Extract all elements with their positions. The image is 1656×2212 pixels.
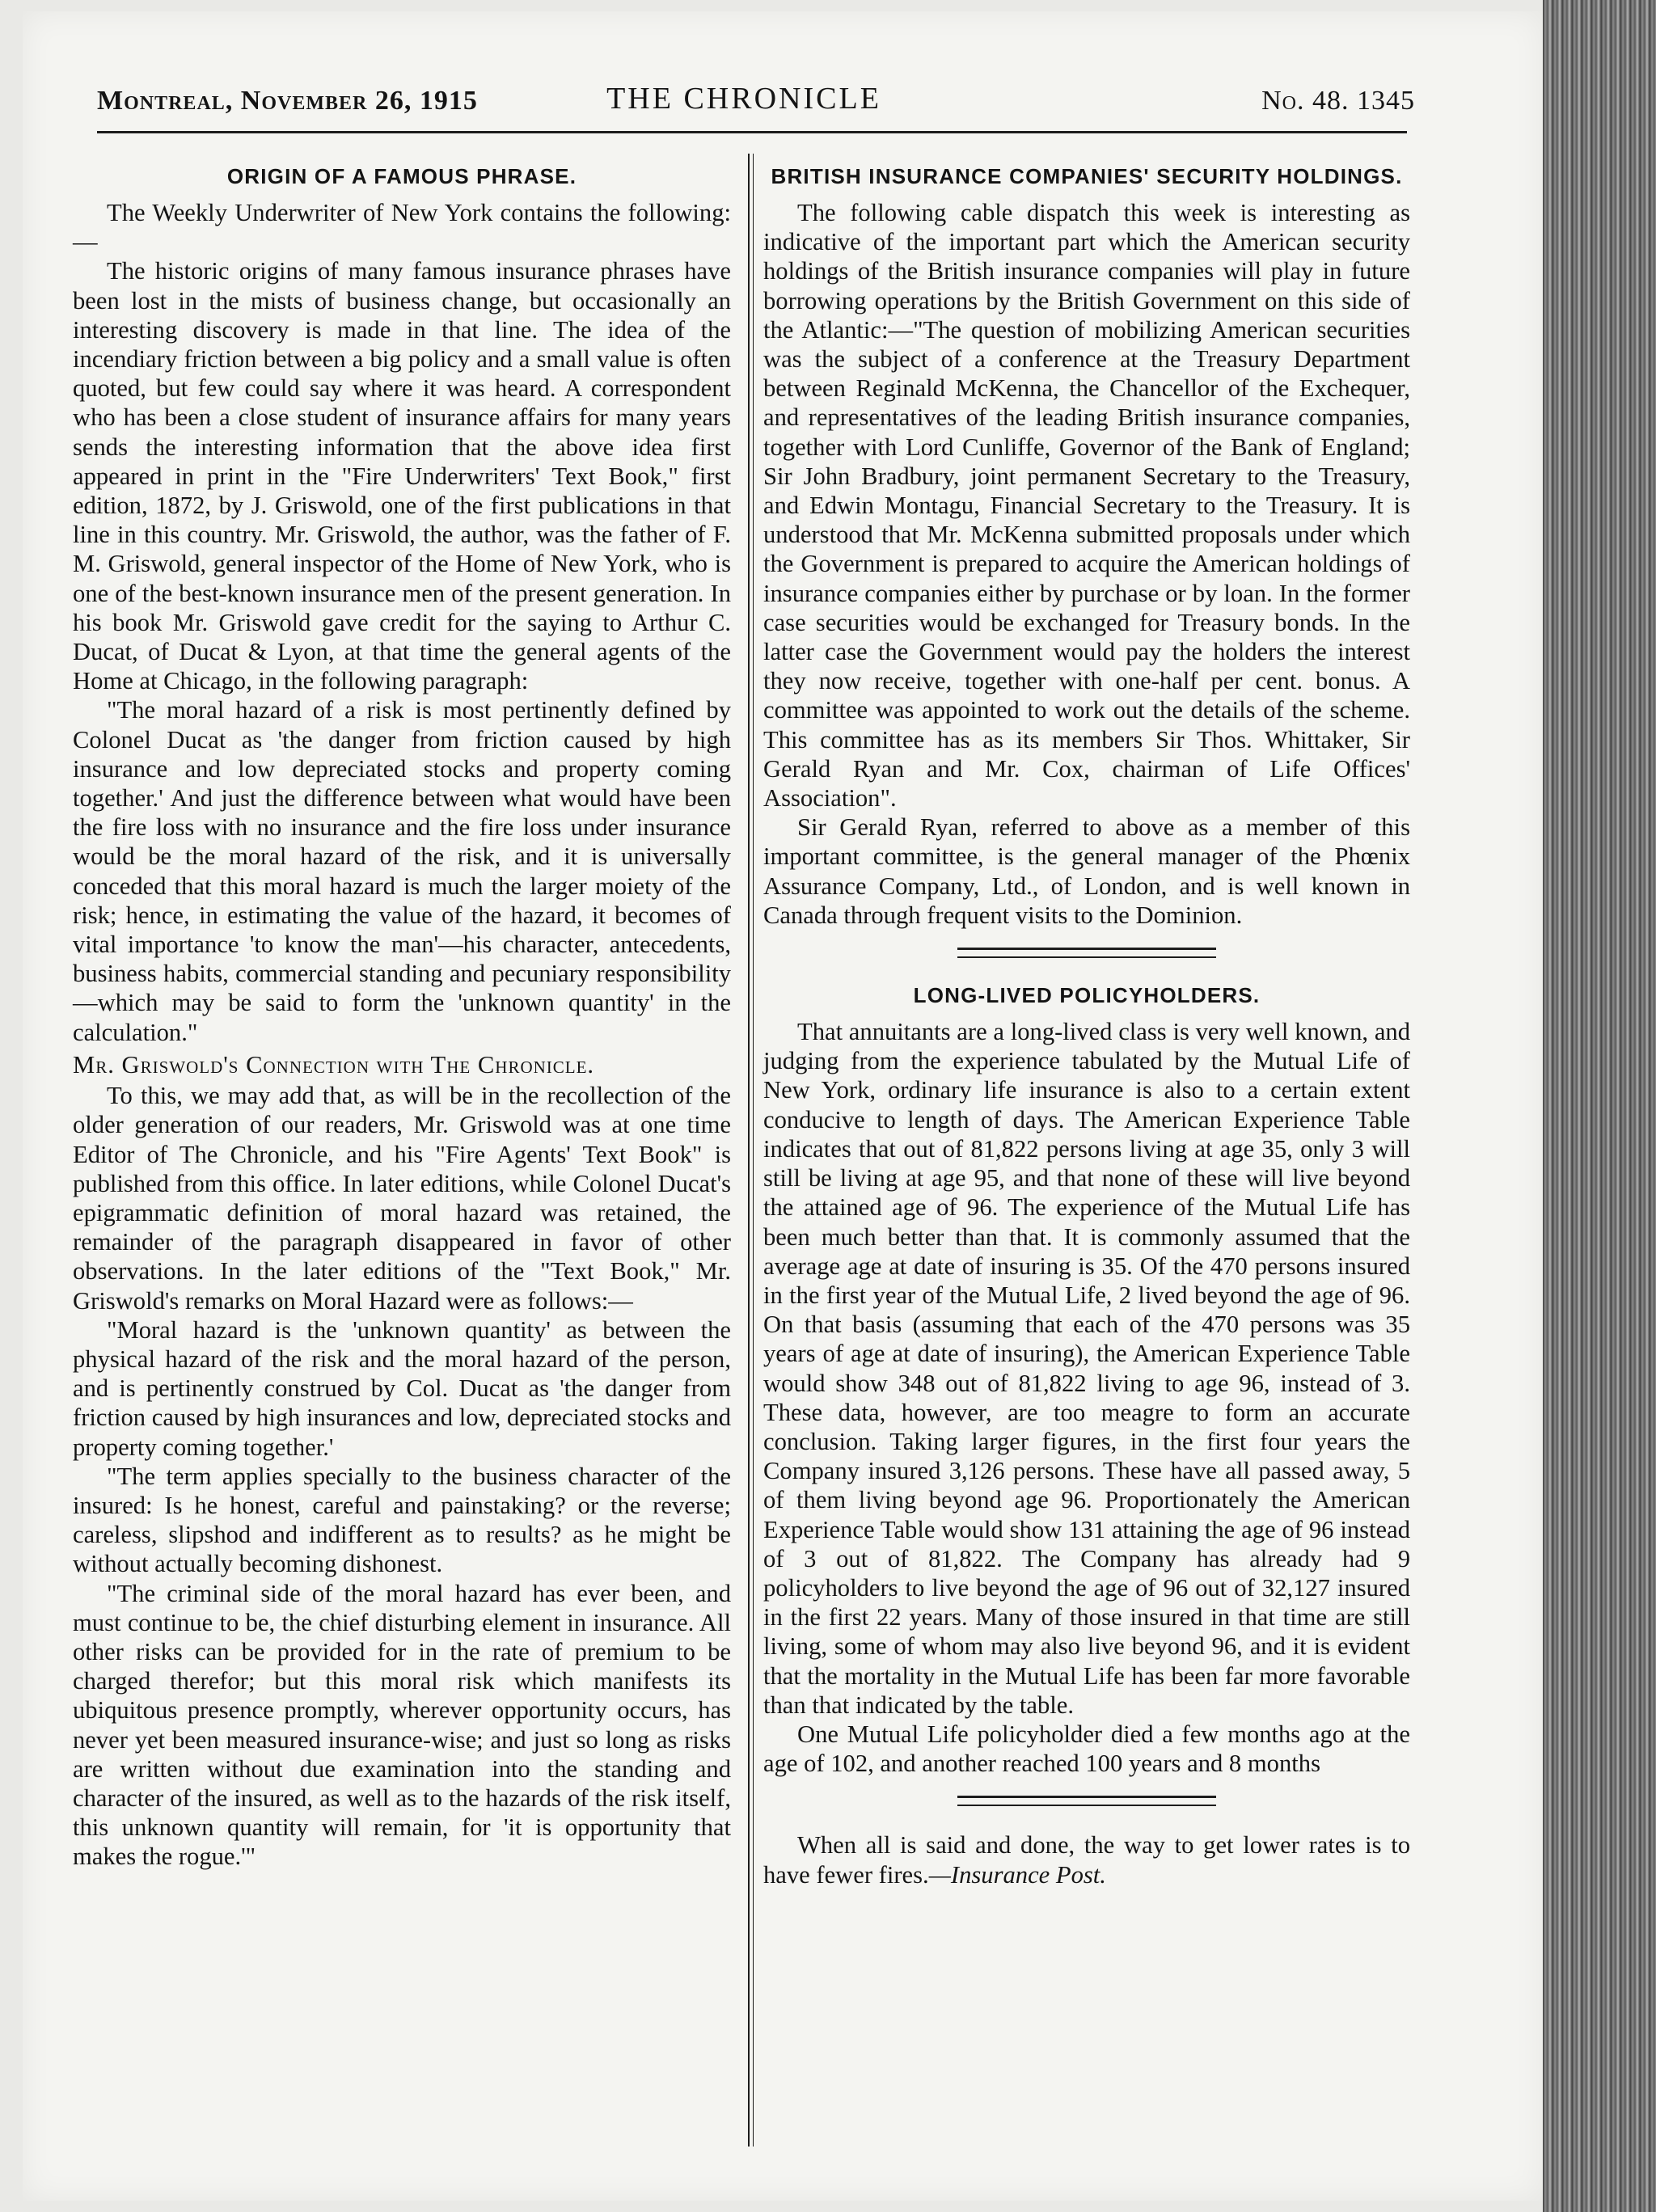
paragraph: That annuitants are a long-lived class is very well known, and judging from the experience tabulated by the Mutual Life of New York, ordinary life insurance is also to a certain extent conducive to length of days. The American Experience Table indicates that out of 81,822 persons living at age 35, only 3 will still be living at age 95, and that none of these will live beyond the attained age of 96. The experience of the Mutual Life has been much better than that. It is commonly assumed that the average age at date of insuring is 35. Of the 470 persons insured in the first year of the Mutual Life, 2 lived beyond the age of 96. On that basis (assuming that each of the 470 persons was 35 years of age at date of insuring), the American Experience Table would show 348 out of 81,822 living to age 96, instead of 3. These data, however, are too meagre to form an accurate conclusion. Taking larger figures, in the first four years the Company insured 3,126 persons. These have all passed away, 5 of them living beyond age 96. Proportionately the American Experience Table would show 131 attaining the age of 96 instead of 3 out of 81,822. The Company has already had 9 policyholders to live beyond the age of 96 out of 32,127 insured in the first 22 years. Many of those insured in that time are still living, some of whom may also live beyond 96, and it is evident that the mortality in the Mutual Life has been far more favorable than that indicated by the table. [763, 1018, 1410, 1719]
article-heading-famous-phrase: ORIGIN OF A FAMOUS PHRASE. [226, 164, 577, 188]
paragraph: "The criminal side of the moral hazard has ever been, and must continue to be, the chief disturbing element in insurance. All other risks can be provided for in the rate of premium to be charged therefor; but this moral risk which manifests its ubiquitous presence promptly, wherever opportunity occurs, has never yet been measured insurance-wise; and just so long as risks are written without due examination into the standing and character of the insured, as well as to the hazards of the risk itself, this unknown quantity will remain, for 'it is opportunity that makes the rogue.'" [73, 1579, 731, 1871]
subheading: Mr. Griswold's Connection with The Chronicle. [73, 1050, 595, 1079]
left-column [73, 158, 731, 1872]
paragraph: The following cable dispatch this week is interesting as indicative of the important part which the American security holdings of the British insurance companies will play in future borrowing operations by the British Government on this side of the Atlantic:—"The question of mobilizing American securities was the subject of a conference at the Treasury Department between Reginald McKenna, the Chancellor of the Exchequer, and representatives of the leading British insurance companies, together with Lord Cunliffe, Governor of the Bank of England; Sir John Bradbury, joint permanent Secretary to the Treasury, and Edwin Montagu, Financial Secretary to the Treasury. It is understood that Mr. McKenna submitted proposals under which the Government is prepared to acquire the American holdings of insurance companies either by purchase or by loan. In the former case securities would be exchanged for Treasury bonds. In the latter case the Government would pay the holders the interest they now receive, together with one-half per cent. bonus. A committee was appointed to work out the details of the scheme. This committee has as its members Sir Thos. Whittaker, Sir Gerald Ryan and Mr. Cox, chairman of Life Offices' Association". [763, 199, 1410, 813]
right-column [763, 158, 1410, 1889]
paragraph: One Mutual Life policyholder died a few months ago at the age of 102, and another reached 100 years and 8 months [763, 1720, 1410, 1778]
book-page-edges [1543, 0, 1656, 2212]
paragraph: "Moral hazard is the 'unknown quantity' as between the physical hazard of the risk and the moral hazard of the person, and is pertinently construed by Col. Ducat as 'the danger from friction caused by high insurances and low, depreciated stocks and property coming together.' [73, 1315, 731, 1461]
article-heading-security-holdings: BRITISH INSURANCE COMPANIES' SECURITY HOLDINGS. [771, 164, 1403, 188]
article-heading-long-lived: LONG-LIVED POLICYHOLDERS. [913, 983, 1261, 1008]
column-divider [748, 154, 750, 2147]
header-date: Montreal, November 26, 1915 [97, 86, 478, 116]
paragraph: The historic origins of many famous insurance phrases have been lost in the mists of business change, but occasionally an interesting discovery is made in that line. The idea of the incendiary friction between a big policy and a small value is often quoted, but few could say where it was heard. A correspondent who has been a close student of insurance affairs for many years sends the interesting information that the above idea first appeared in print in the "Fire Underwriters' Text Book," first edition, 1872, by J. Griswold, one of the first publications in that line in this country. Mr. Griswold, the author, was the father of F. M. Griswold, general inspector of the Home of New York, who is one of the best-known insurance men of the present generation. In his book Mr. Griswold gave credit for the saying to Arthur C. Ducat, of Ducat & Lyon, at that time the general agents of the Home at Chicago, in the following paragraph: [73, 257, 731, 695]
paragraph: To this, we may add that, as will be in the recollection of the older generation of our readers, Mr. Griswold was at one time Editor of The Chronicle, and his "Fire Agents' Text Book" is published from this office. In later editions, while Colonel Ducat's epigrammatic definition of moral hazard was retained, the remainder of the paragraph disappeared in favor of other observations. In the later editions of the "Text Book," Mr. Griswold's remarks on Moral Hazard were as follows:— [73, 1082, 731, 1315]
paragraph: "The term applies specially to the business character of the insured: Is he honest, careful and painstaking? or the reverse; careless, slipshod and indifferent as to results? as he might be without actually becoming dishonest. [73, 1462, 731, 1578]
header-title: THE CHRONICLE [606, 82, 881, 116]
running-header [73, 81, 1415, 129]
paragraph: "The moral hazard of a risk is most pertinently defined by Colonel Ducat as 'the danger from friction caused by high insurance and low depreciated stocks and property coming together.' And just the difference between what would have been the fire loss with no insurance and the fire loss under insurance would be the moral hazard of the risk, and it is universally conceded that this moral hazard is much the larger moiety of the risk; hence, in estimating the value of the hazard, it becomes of vital importance 'to know the man'—his character, antecedents, business habits, commercial standing and pecuniary responsibility—which may be said to form the 'unknown quantity' in the calculation." [73, 696, 731, 1046]
header-rule [97, 131, 1407, 133]
closing-quote [763, 1830, 1410, 1889]
paragraph: Sir Gerald Ryan, referred to above as a member of this important committee, is the general manager of the Phœnix Assurance Company, Ltd., of London, and is well known in Canada through frequent visits to the Dominion. [763, 813, 1410, 929]
section-separator [957, 948, 1216, 958]
section-separator [957, 1796, 1216, 1806]
closing-quote-source: —Insurance Post. [928, 1860, 1106, 1889]
paragraph: The Weekly Underwriter of New York contains the following:— [73, 199, 731, 256]
header-page-number: No. 48. 1345 [1261, 86, 1415, 116]
closing-quote-text: When all is said and done, the way to get lower rates is to have fewer fires. [763, 1831, 1410, 1889]
